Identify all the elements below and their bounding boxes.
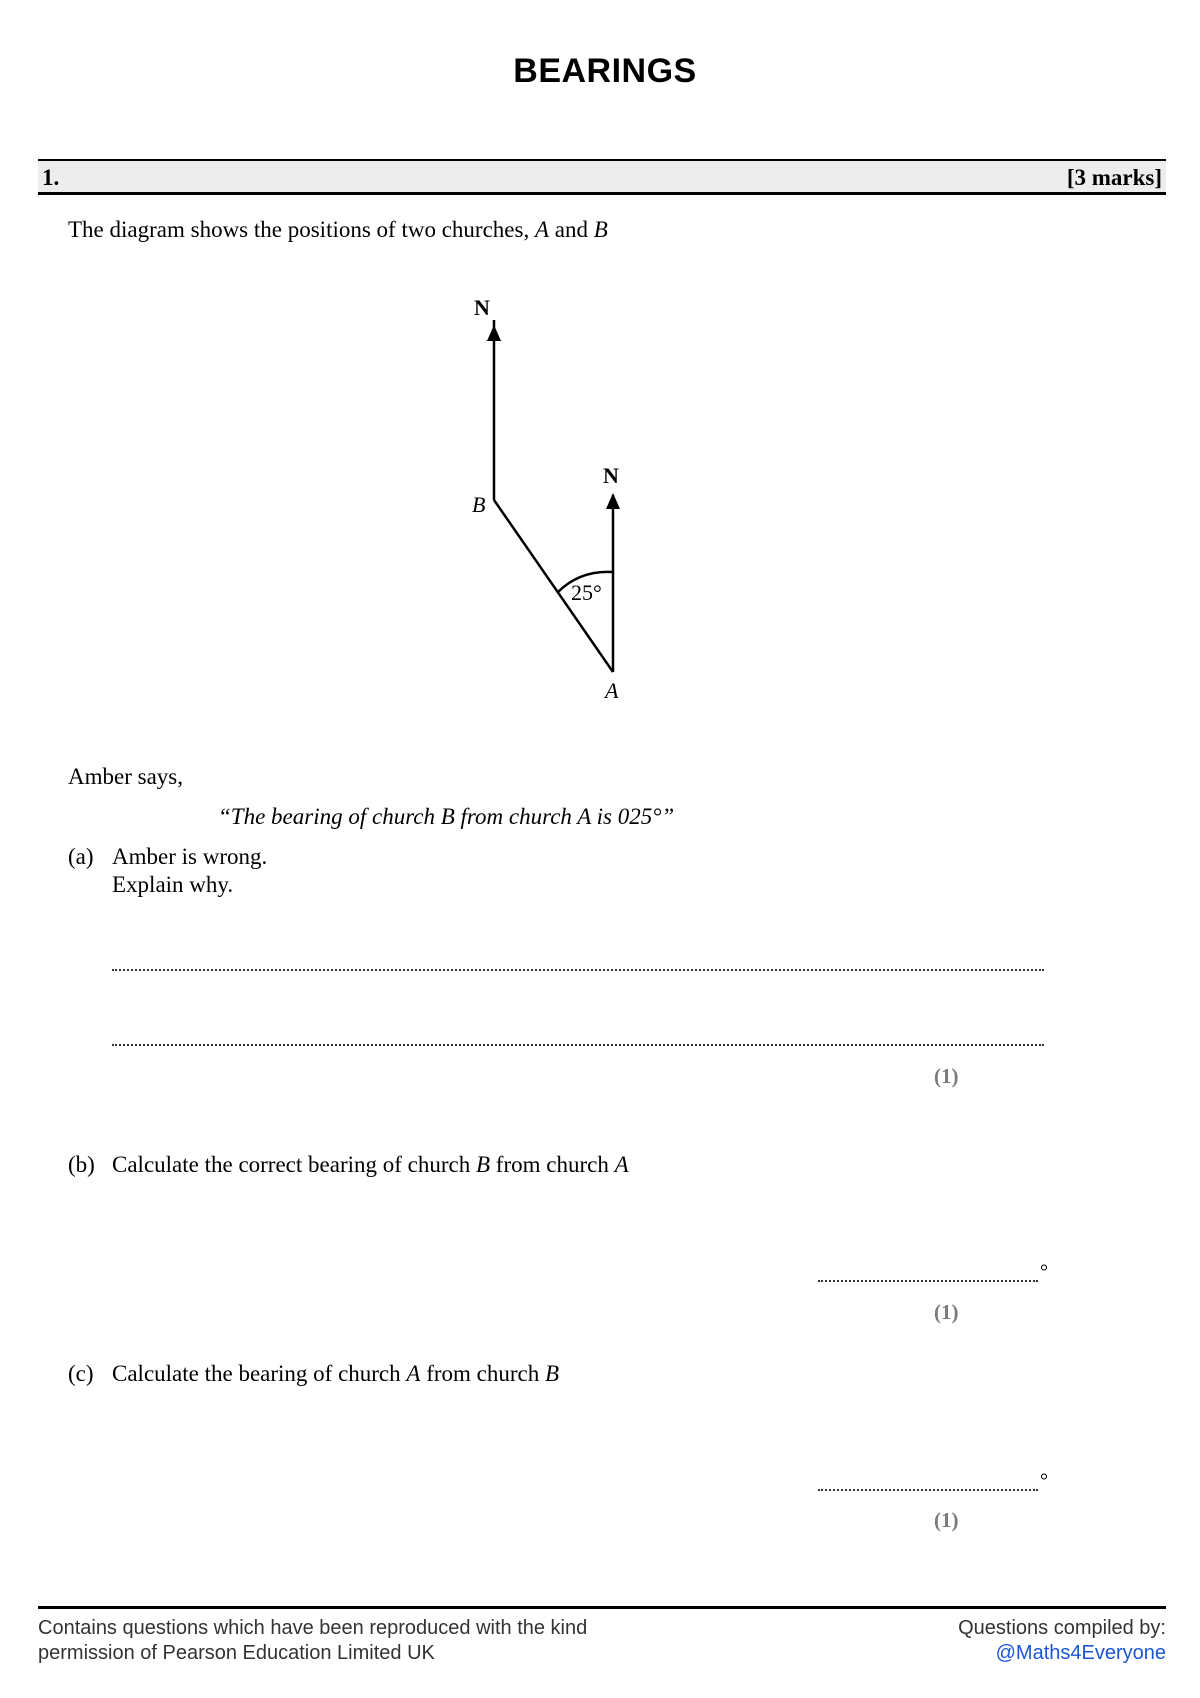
amber-says: Amber says, <box>68 764 183 789</box>
footer-credit <box>38 1616 587 1666</box>
answer-line-c[interactable] <box>818 1489 1038 1491</box>
bearing-diagram <box>430 295 660 715</box>
north-label-top: N <box>474 295 490 320</box>
question-number: 1. <box>42 165 60 190</box>
part-c-text: Calculate the bearing of church A from church B <box>112 1361 560 1386</box>
degree-symbol-b: ° <box>1040 1261 1048 1283</box>
north-arrowhead-b <box>487 325 501 341</box>
question-marks: [3 marks] <box>1066 165 1162 190</box>
amber-quote: “The bearing of church B from church A is 025°” <box>218 804 675 829</box>
angle-label: 25° <box>571 580 602 605</box>
answer-line-a1[interactable] <box>112 969 1044 971</box>
footer-credit-line1: Contains questions which have been reproduced with the kind <box>38 1617 588 1639</box>
question-header-bar <box>38 159 1166 195</box>
part-a-line1: Amber is wrong. <box>112 844 268 869</box>
part-a-label: (a) <box>68 844 94 869</box>
part-c-mark: (1) <box>934 1508 959 1532</box>
part-a-mark: (1) <box>934 1064 959 1088</box>
footer-handle-link[interactable]: @Maths4Everyone <box>995 1642 1166 1664</box>
point-b-label: B <box>472 492 486 517</box>
footer-compiler <box>958 1616 1166 1666</box>
question-intro: The diagram shows the positions of two churches, A and B <box>68 217 608 242</box>
point-a-label: A <box>605 678 619 703</box>
footer-credit-line2: permission of Pearson Education Limited UK <box>38 1642 435 1664</box>
part-c-label: (c) <box>68 1361 94 1386</box>
part-b-label: (b) <box>68 1152 95 1177</box>
part-a-line2: Explain why. <box>112 872 234 897</box>
answer-line-b[interactable] <box>818 1280 1038 1282</box>
footer-rule <box>38 1606 1166 1609</box>
part-b-mark: (1) <box>934 1300 959 1324</box>
part-b-text: Calculate the correct bearing of church B from church A <box>112 1152 629 1177</box>
page-title: BEARINGS <box>513 52 697 90</box>
footer-compiler-line1: Questions compiled by: <box>958 1617 1166 1639</box>
north-arrowhead-a <box>606 493 620 509</box>
degree-symbol-c: ° <box>1040 1470 1048 1492</box>
answer-line-a2[interactable] <box>112 1044 1044 1046</box>
north-label-a: N <box>603 463 619 488</box>
